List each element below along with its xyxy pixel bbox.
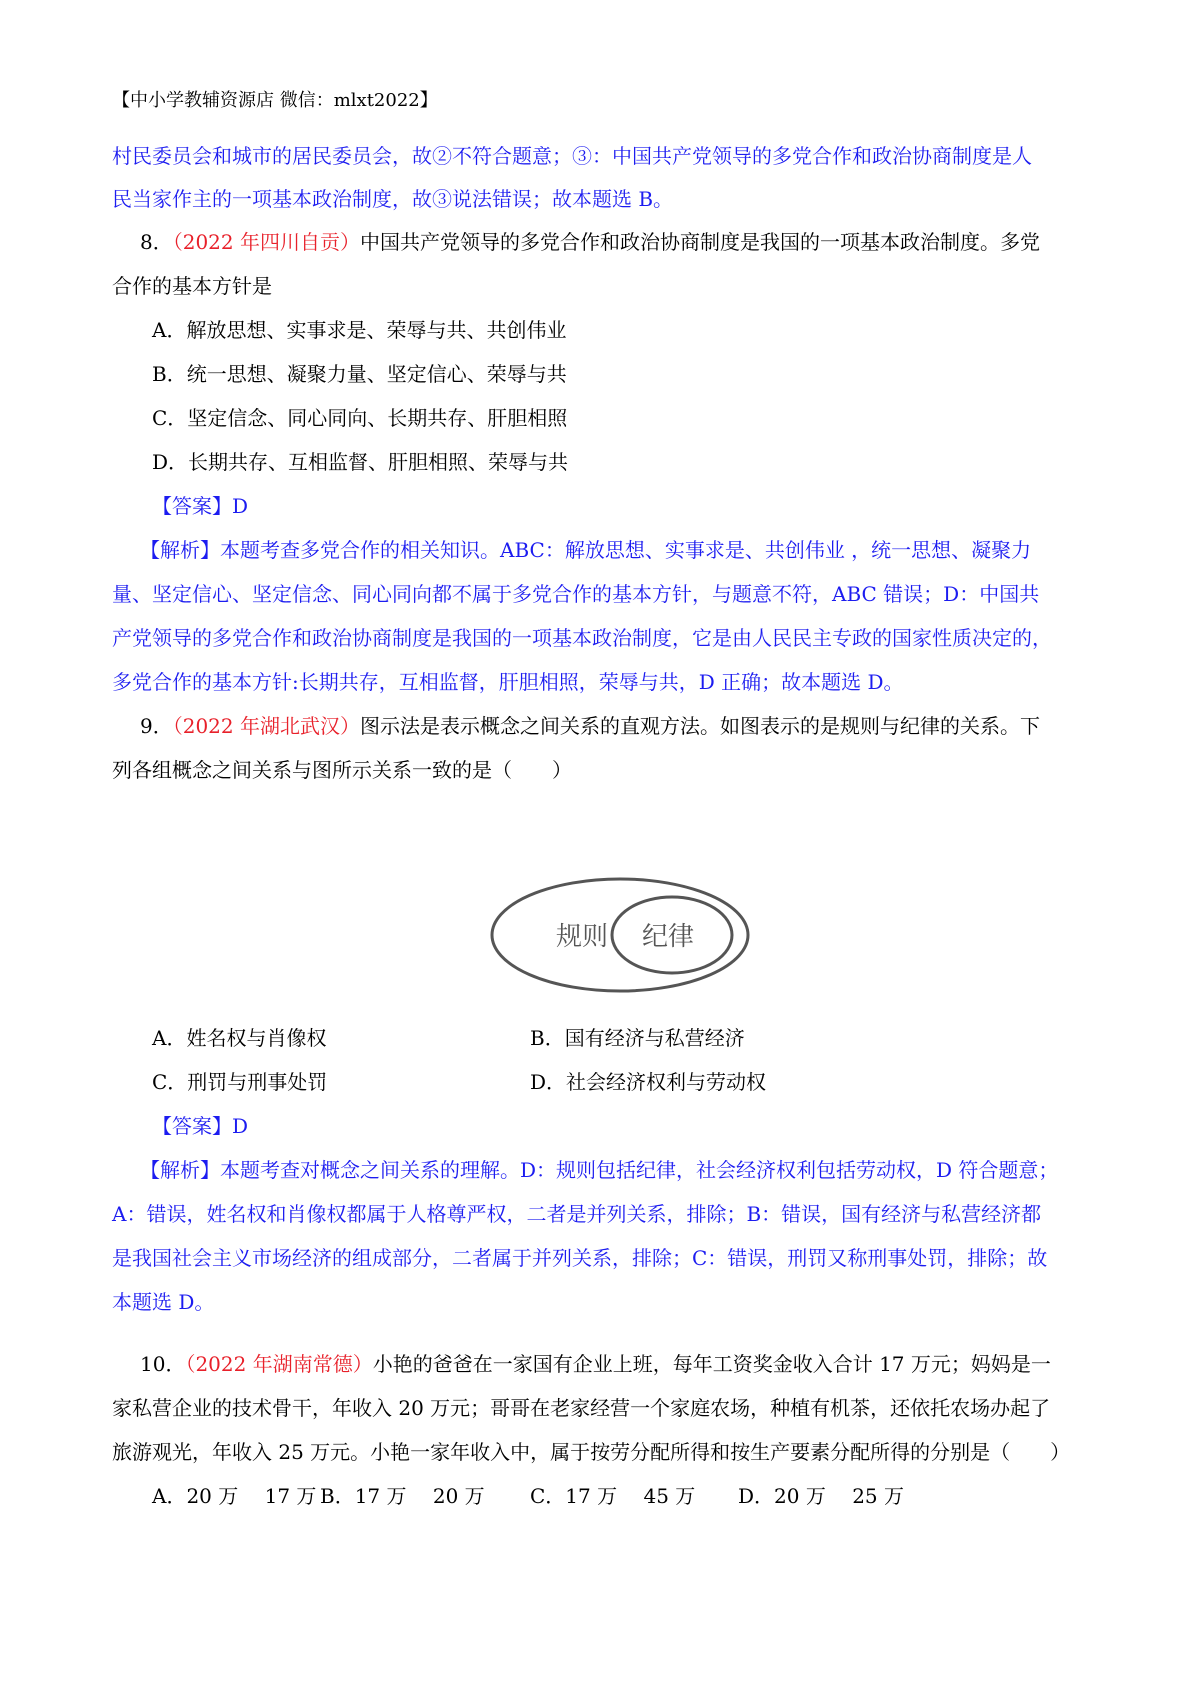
q9-stem-line-1 [112,703,1098,750]
q9-stem-line-2: 列各组概念之间关系与图所示关系一致的是（ ） [112,758,572,782]
q10-stem-line-3: 旅游观光，年收入 25 万元。小艳一家年收入中，属于按劳分配所得和按生产要素分配所得的分别是（ ） [112,1440,1071,1464]
q9-analysis-line-1: 【解析】本题考查对概念之间关系的理解。D：规则包括纪律，社会经济权利包括劳动权，D 符合题意； [140,1158,1059,1182]
q9-option-b: B．国有经济与私营经济 [530,1026,745,1050]
outer-ellipse [492,879,748,991]
q10-source: （2022 年湖南常德） [185,1352,373,1376]
q10-stem-line-1 [112,1341,1098,1388]
outer-label: 规则 [556,922,609,952]
q9-option-d: D．社会经济权利与劳动权 [530,1070,767,1094]
q10-option-d: D．20 万 25 万 [738,1484,905,1508]
q9-source: （2022 年湖北武汉） [172,714,360,738]
q8-answer: 【答案】D [152,494,249,518]
q8-analysis-line-3: 产党领导的多党合作和政治协商制度是我国的一项基本政治制度，它是由人民民主专政的国家性质决定的， [112,626,1052,650]
q8-option-a: A．解放思想、实事求是、荣辱与共、共创伟业 [152,318,567,342]
q8-analysis-line-1: 【解析】本题考查多党合作的相关知识。ABC：解放思想、实事求是、共创伟业 ，统一思想、凝聚力 [140,538,1032,562]
q10-option-a: A．20 万 17 万 [152,1484,317,1508]
q8-source: （2022 年四川自贡） [172,230,360,254]
q8-number: 8． [140,230,173,254]
q10-option-b: B．17 万 20 万 [320,1484,485,1508]
page-header: 【中小学教辅资源店 微信：mlxt2022】 [112,90,438,111]
q9-number: 9． [140,714,173,738]
q8-stem-line-2: 合作的基本方针是 [112,274,272,298]
q8-stem-text: 中国共产党领导的多党合作和政治协商制度是我国的一项基本政治制度。多党 [360,230,1040,254]
q9-analysis-line-4: 本题选 D。 [112,1290,215,1314]
q10-stem-line-2: 家私营企业的技术骨干，年收入 20 万元；哥哥在老家经营一个家庭农场，种植有机茶，还依托农场办起了 [112,1396,1051,1420]
q8-option-b: B．统一思想、凝聚力量、坚定信心、荣辱与共 [152,362,567,386]
rules-discipline-diagram [488,875,752,995]
q8-stem-line-1 [112,219,1098,266]
q9-analysis-line-2: A：错误，姓名权和肖像权都属于人格尊严权，二者是并列关系，排除；B：错误，国有经济与私营经济都 [112,1202,1042,1226]
q9-stem-text: 图示法是表示概念之间关系的直观方法。如图表示的是规则与纪律的关系。下 [360,714,1040,738]
inner-label: 纪律 [642,922,695,952]
q10-stem-text: 小艳的爸爸在一家国有企业上班，每年工资奖金收入合计 17 万元；妈妈是一 [372,1352,1051,1376]
prev-analysis-line-1: 村民委员会和城市的居民委员会，故②不符合题意；③：中国共产党领导的多党合作和政治协商制度是人 [112,144,1032,168]
q8-option-d: D．长期共存、互相监督、肝胆相照、荣辱与共 [152,450,569,474]
prev-analysis-line-2: 民当家作主的一项基本政治制度，故③说法错误；故本题选 B。 [112,187,674,211]
q9-analysis-line-3: 是我国社会主义市场经济的组成部分，二者属于并列关系，排除；C：错误，刑罚又称刑事处罚，排除；故 [112,1246,1048,1270]
q8-analysis-line-2: 量、坚定信心、坚定信念、同心同向都不属于多党合作的基本方针，与题意不符，ABC 错误；D：中国共 [112,582,1040,606]
q9-option-a: A．姓名权与肖像权 [152,1026,327,1050]
q8-analysis-line-4: 多党合作的基本方针:长期共存，互相监督，肝胆相照，荣辱与共，D 正确；故本题选 D。 [112,670,904,694]
q9-answer: 【答案】D [152,1114,249,1138]
q9-option-c: C．刑罚与刑事处罚 [152,1070,328,1094]
q8-option-c: C．坚定信念、同心同向、长期共存、肝胆相照 [152,406,568,430]
q10-number: 10． [140,1352,186,1376]
q10-option-c: C．17 万 45 万 [530,1484,696,1508]
